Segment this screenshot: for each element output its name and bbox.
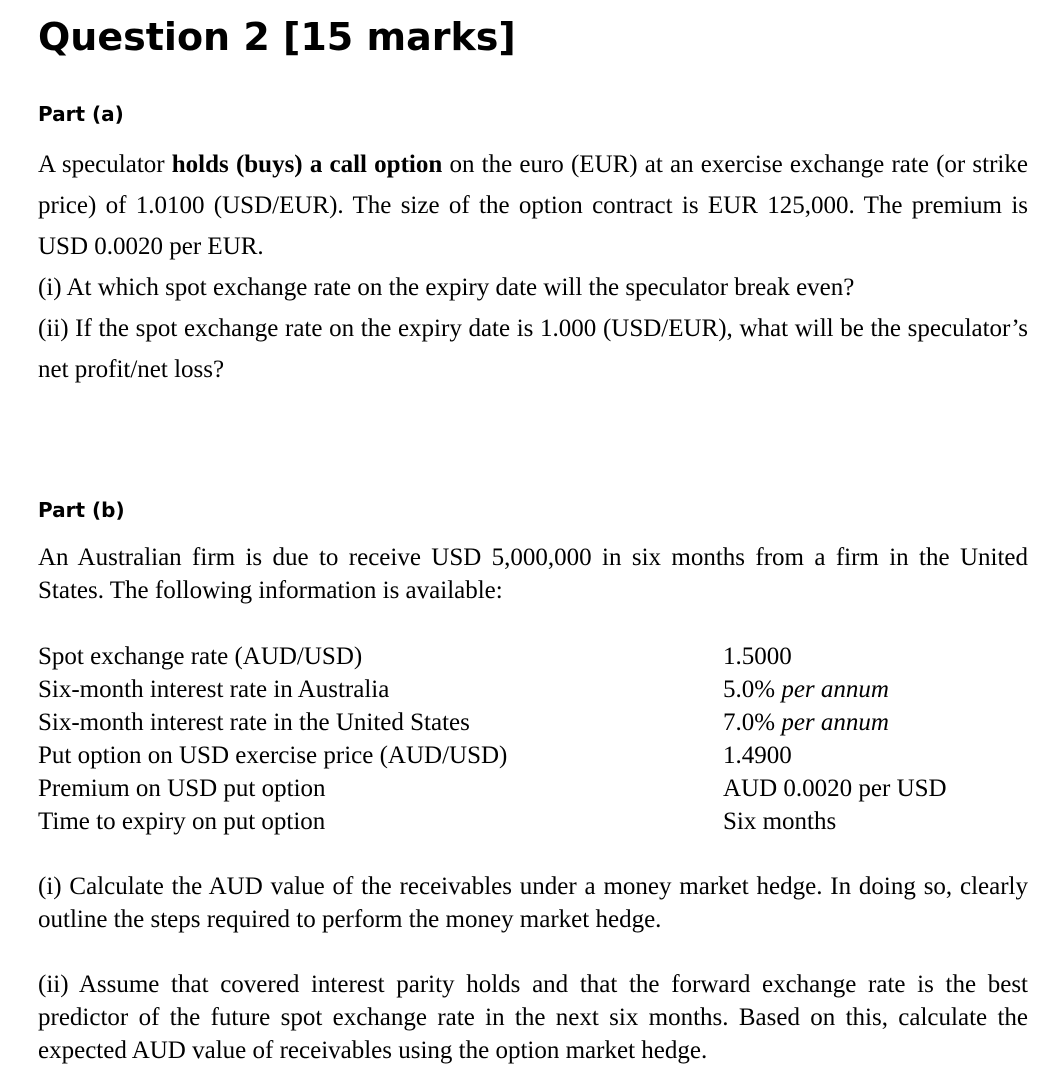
table-row	[38, 739, 1028, 772]
table-row-value	[723, 706, 1028, 739]
table-row-value	[723, 805, 1028, 838]
table-row-label: Put option on USD exercise price (AUD/USD)	[38, 742, 508, 769]
page-title: Question 2 [15 marks]	[38, 15, 516, 59]
table-row-value-text: 5.0%	[723, 676, 782, 703]
table-row-label: Six-month interest rate in the United States	[38, 709, 470, 736]
table-row-value-suffix: per annum	[781, 709, 889, 736]
table-row-value-suffix: per annum	[781, 676, 889, 703]
part-b-intro: An Australian firm is due to receive USD 5,000,000 in six months from a firm in the United States. The following information is available:	[38, 544, 1028, 604]
part-b-question-2: (ii) Assume that covered interest parity holds and that the forward exchange rate is the best predictor of the future spot exchange rate in the next six months. Based on this, calculate the expected AUD value of receivables using the option market hedge.	[38, 971, 1028, 1064]
table-row-value-text: 1.5000	[723, 643, 792, 670]
part-b-question-1: (i) Calculate the AUD value of the receivables under a money market hedge. In doing so, clearly outline the steps required to perform the money market hedge.	[38, 873, 1028, 933]
part-a-intro	[38, 144, 1028, 267]
table-row	[38, 673, 1028, 706]
info-table	[38, 640, 1028, 838]
table-row	[38, 772, 1028, 805]
table-row-value-text: 1.4900	[723, 742, 792, 769]
table-row-value-text: Six months	[723, 808, 837, 835]
table-row-label: Spot exchange rate (AUD/USD)	[38, 643, 363, 670]
part-a-intro-bold: holds (buys) a call option	[171, 151, 443, 178]
part-a-question-2: (ii) If the spot exchange rate on the expiry date is 1.000 (USD/EUR), what will be the speculator’s net profit/net loss?	[38, 315, 1028, 383]
table-row-value-text: 7.0%	[723, 709, 782, 736]
part-a-intro-post: on the euro (EUR) at an exercise exchange rate (or strike price) of 1.0100 (USD/EUR). The size of the option contract is EUR 125,000. The premium is USD 0.0020 per EUR.	[38, 151, 1028, 260]
table-row-label: Six-month interest rate in Australia	[38, 676, 390, 703]
part-a-intro-pre: A speculator	[38, 151, 172, 178]
table-row-label: Time to expiry on put option	[38, 808, 326, 835]
part-b-heading: Part (b)	[38, 498, 125, 522]
table-row-value	[723, 739, 1028, 772]
part-a-question-1: (i) At which spot exchange rate on the expiry date will the speculator break even?	[38, 274, 855, 301]
part-a-body	[38, 144, 1028, 390]
table-row	[38, 640, 1028, 673]
table-row-value	[723, 673, 1028, 706]
part-a-heading: Part (a)	[38, 102, 124, 126]
table-row-value-text: AUD 0.0020 per USD	[723, 775, 947, 802]
table-row	[38, 706, 1028, 739]
table-row-value	[723, 772, 1028, 805]
table-row-label: Premium on USD put option	[38, 775, 326, 802]
table-row-value	[723, 640, 1028, 673]
table-row	[38, 805, 1028, 838]
